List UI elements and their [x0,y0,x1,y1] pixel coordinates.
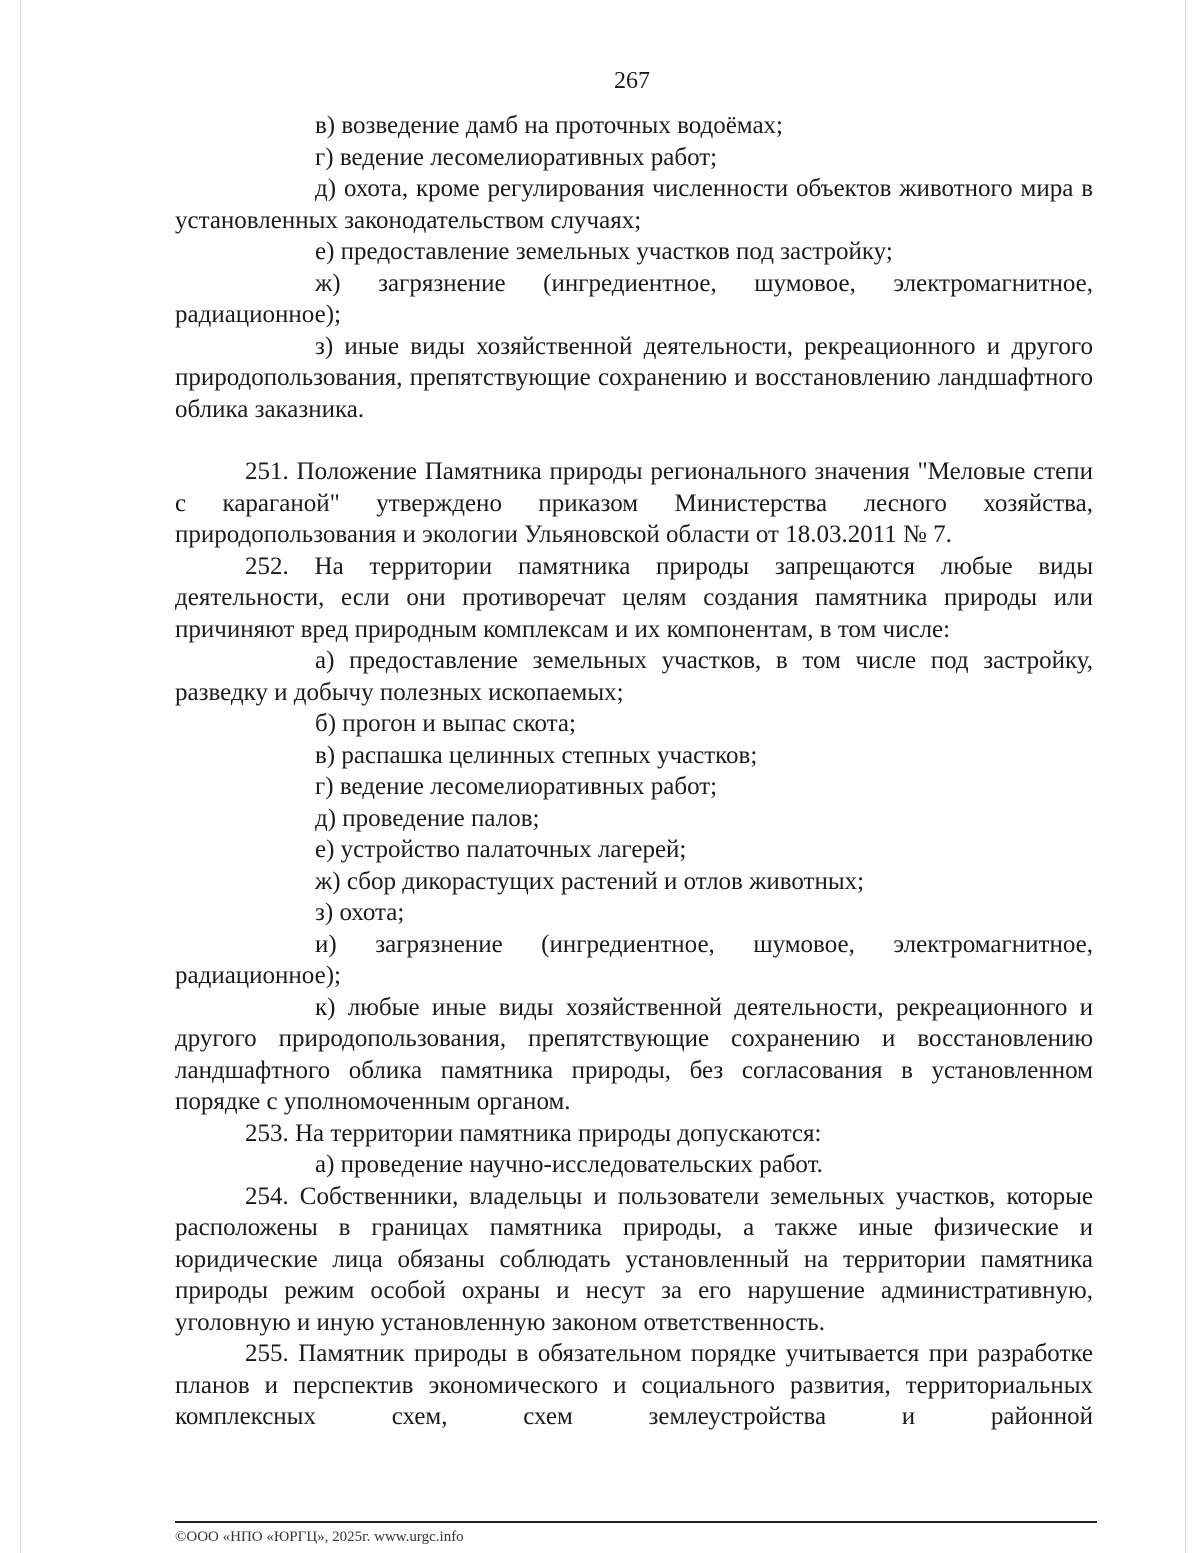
paragraph-number: 252. [245,552,289,580]
list-item [175,834,1093,866]
list-item [175,331,1093,426]
page-left-edge [20,0,21,1553]
item-marker: г) [315,143,334,171]
paragraph-number: 251. [245,458,289,485]
paragraph-text: Положение Памятника природы регионального значения "Меловые степи с караганой" утверждено приказом Министерства лесного хозяйства, природопользования и экологии Ульяновской области от 18.03.2011 № 7. [175,458,1093,548]
item-marker: к) [315,993,336,1021]
list-item [175,236,1093,268]
list-item [175,771,1093,803]
list-item [175,929,1093,992]
numbered-paragraph [175,1338,1093,1433]
list-item [175,645,1093,708]
item-marker: б) [315,710,337,737]
item-text: прогон и выпас скота; [342,710,576,737]
item-marker: и) [315,930,337,958]
item-text: загрязнение (ингредиентное, шумовое, электромагнитное, радиационное); [175,269,1093,328]
item-marker: е) [315,238,335,265]
paragraph-text: Собственники, владельцы и пользователи земельных участков, которые расположены в границах памятника природы, а также иные физические и юридические лица обязаны соблюдать установленный на территории памятника природы режим особой охраны и несут за его нарушение административную, уголовную и иную установленную законом ответственность. [175,1182,1093,1336]
paragraph-number: 254. [245,1182,289,1210]
list-item [175,173,1093,236]
item-marker: в) [315,112,336,139]
numbered-paragraph [175,456,1093,551]
item-marker: ж) [315,269,341,297]
list-item [175,992,1093,1118]
item-marker: г) [315,773,334,800]
item-text: ведение лесомелиоративных работ; [339,143,718,171]
item-text: проведение научно-исследовательских работ. [340,1151,823,1178]
numbered-paragraph [175,1181,1093,1339]
list-item [175,1149,1093,1181]
list-item [175,803,1093,835]
item-text: возведение дамб на проточных водоёмах; [341,112,783,139]
paragraph-text: На территории памятника природы запрещаются любые виды деятельности, если они противоречат целям создания памятника природы или причиняют вред природным комплексам и их компонентам, в том числе: [175,552,1093,643]
paragraph-text: Памятник природы в обязательном порядке учитывается при разработке планов и перспектив экономического и социального развития, территориальных комплексных схем, схем землеустройства и районной [175,1340,1093,1430]
paragraph-number: 255. [245,1340,289,1367]
item-text: предоставление земельных участков, в том числе под застройку, разведку и добычу полезных ископаемых; [175,647,1093,706]
numbered-paragraph [175,551,1093,646]
item-marker: е) [315,836,335,863]
list-item [175,268,1093,331]
item-text: любые иные виды хозяйственной деятельности, рекреационного и другого природопользования, препятствующие сохранению и восстановлению ландшафтного облика памятника природы, без согласования в установленном порядке с уполномоченным органом. [175,993,1093,1115]
item-text: загрязнение (ингредиентное, шумовое, электромагнитное, радиационное); [175,930,1093,989]
item-marker: а) [315,1151,335,1178]
item-text: распашка целинных степных участков; [341,741,758,769]
item-marker: ж) [315,867,341,895]
item-text: охота, кроме регулирования численности объектов животного мира в установленных законодательством случаях; [175,175,1094,234]
paragraph-gap [175,425,1093,456]
item-text: иные виды хозяйственной деятельности, рекреационного и другого природопользования, препятствующие сохранению и восстановлению ландшафтного облика заказника. [175,332,1094,423]
page-number: 267 [614,68,650,94]
list-item [175,740,1093,772]
item-text: предоставление земельных участков под застройку; [340,238,893,265]
footer-copyright: ©ООО «НПО «ЮРГЦ», 2025г. www.urgc.info [175,1529,464,1545]
list-item [175,708,1093,740]
item-marker: з) [315,332,334,360]
footer-divider [175,1521,1097,1523]
list-item [175,866,1093,898]
list-item [175,142,1093,174]
list-item [175,897,1093,929]
item-text: проведение палов; [342,804,540,832]
item-marker: а) [315,647,335,674]
paragraph-number: 253. [245,1119,289,1147]
paragraph-text: На территории памятника природы допускаются: [295,1119,822,1147]
item-marker: д) [315,175,337,202]
item-text: сбор дикорастущих растений и отлов животных; [346,867,865,895]
list-item [175,110,1093,142]
item-text: охота; [339,899,405,926]
item-marker: д) [315,804,337,832]
numbered-paragraph [175,1118,1093,1150]
item-text: ведение лесомелиоративных работ; [339,773,718,800]
item-marker: з) [315,899,334,926]
item-marker: в) [315,741,336,769]
page-right-edge [1185,0,1186,1553]
item-text: устройство палаточных лагерей; [340,836,687,863]
body-text [175,110,1093,1433]
